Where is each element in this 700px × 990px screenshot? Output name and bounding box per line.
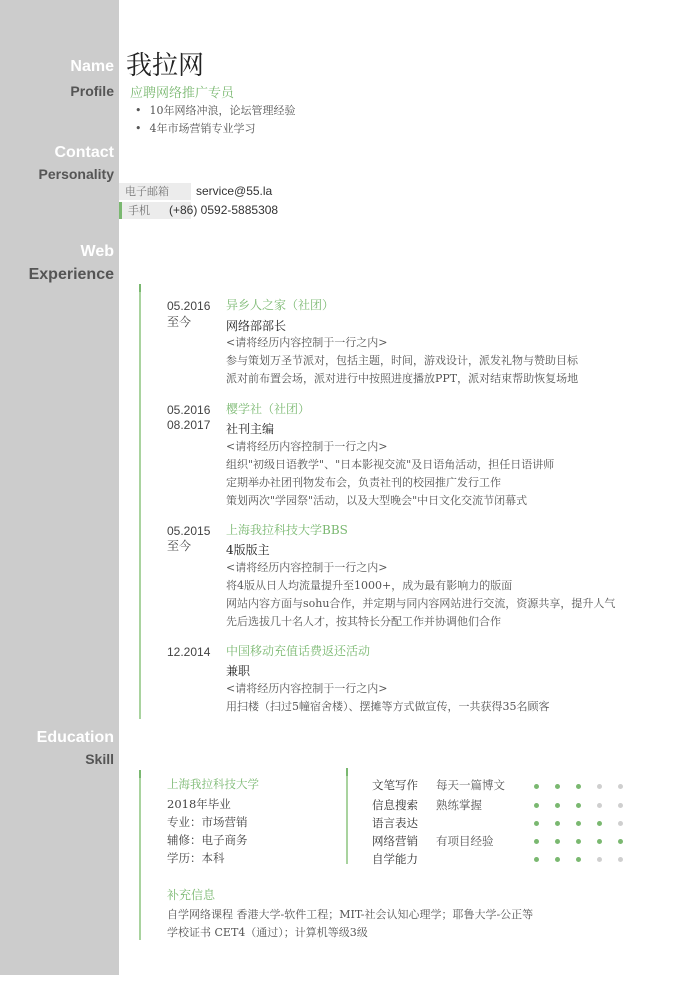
exp-date-start: 12.2014 xyxy=(167,645,211,659)
exp-role: 4版版主 xyxy=(226,543,270,557)
rating-dot-filled xyxy=(618,839,623,844)
exp-line: 策划两次"学园祭"活动，以及大型晚会"中日文化交流节闭幕式 xyxy=(226,494,528,507)
skill-timeline-cap xyxy=(346,768,348,776)
exp-date-end: 至今 xyxy=(167,315,192,329)
email-label: 电子邮箱 xyxy=(119,183,191,200)
job-target: 应聘网络推广专员 xyxy=(130,86,235,101)
experience-timeline-cap xyxy=(139,284,141,292)
phone-label: 手机 xyxy=(119,202,191,219)
skill-name: 网络营销 xyxy=(372,834,418,848)
rating-dot-filled xyxy=(555,821,560,826)
exp-role: 社刊主编 xyxy=(226,422,275,436)
experience-timeline-line xyxy=(139,284,141,719)
rating-dot-filled xyxy=(555,784,560,789)
skill-name: 语言表达 xyxy=(372,816,418,830)
rating-dot-filled xyxy=(534,821,539,826)
exp-org: 上海我拉科技大学BBS xyxy=(226,523,348,537)
rating-dot-empty xyxy=(597,803,602,808)
exp-org: 中国移动充值话费返还活动 xyxy=(226,644,371,658)
exp-line: <请将经历内容控制于一行之内> xyxy=(226,336,388,349)
rating-dot-empty xyxy=(597,857,602,862)
exp-line: <请将经历内容控制于一行之内> xyxy=(226,561,388,574)
web-heading: Web xyxy=(80,243,114,260)
major: 专业：市场营销 xyxy=(167,815,248,829)
skill-level: 熟练掌握 xyxy=(436,798,482,812)
exp-line: 组织"初级日语教学"、"日本影视交流"及日语角活动，担任日语讲师 xyxy=(226,458,555,471)
contact-heading: Contact xyxy=(54,144,114,161)
phone-value[interactable]: (+86) 0592-5885308 xyxy=(169,203,279,217)
rating-dot-empty xyxy=(618,821,623,826)
exp-date-start: 05.2015 xyxy=(167,524,211,538)
skill-level: 有项目经验 xyxy=(436,834,494,848)
personality-heading: Personality xyxy=(38,166,114,182)
rating-dot-empty xyxy=(597,784,602,789)
experience-heading: Experience xyxy=(28,266,114,283)
education-timeline-line xyxy=(139,770,141,940)
graduation-year: 2018年毕业 xyxy=(167,797,231,811)
exp-org: 异乡人之家（社团） xyxy=(226,298,335,312)
education-heading: Education xyxy=(36,729,114,746)
exp-role: 兼职 xyxy=(226,664,251,678)
skill-timeline-line xyxy=(346,768,348,864)
education-timeline-cap xyxy=(139,770,141,778)
exp-line: <请将经历内容控制于一行之内> xyxy=(226,682,388,695)
rating-dot-filled xyxy=(555,803,560,808)
skill-name: 自学能力 xyxy=(372,852,418,866)
extra-info-line: 自学网络课程 香港大学-软件工程；MIT-社会认知心理学；耶鲁大学-公正等 xyxy=(167,908,534,921)
extra-info-heading: 补充信息 xyxy=(167,888,216,902)
skill-heading: Skill xyxy=(85,751,114,767)
profile-heading: Profile xyxy=(70,83,114,99)
rating-dot-filled xyxy=(576,857,581,862)
exp-date-end: 08.2017 xyxy=(167,418,211,432)
exp-org: 樱学社（社团） xyxy=(226,402,311,416)
degree: 学历：本科 xyxy=(167,851,225,865)
name-heading: Name xyxy=(70,58,114,75)
person-name: 我拉网 xyxy=(126,51,205,81)
rating-dot-empty xyxy=(618,784,623,789)
email-value[interactable]: service@55.la xyxy=(196,184,273,198)
rating-dot-filled xyxy=(555,839,560,844)
exp-date-start: 05.2016 xyxy=(167,403,211,417)
exp-line: 派对前布置会场，派对进行中按照进度播放PPT，派对结束帮助恢复场地 xyxy=(226,372,579,385)
exp-line: <请将经历内容控制于一行之内> xyxy=(226,440,388,453)
highlight-item: • 4年市场营销专业学习 xyxy=(135,122,256,135)
skill-name: 信息搜索 xyxy=(372,798,418,812)
exp-line: 网站内容方面与sohu合作，并定期与同内容网站进行交流，资源共享，提升人气 xyxy=(226,597,616,610)
rating-dot-filled xyxy=(534,803,539,808)
rating-dot-empty xyxy=(618,803,623,808)
exp-line: 用扫楼（扫过5幢宿舍楼）、摆摊等方式做宣传，一共获得35名顾客 xyxy=(226,700,550,713)
rating-dot-empty xyxy=(618,857,623,862)
skill-level: 每天一篇博文 xyxy=(436,778,505,792)
rating-dot-filled xyxy=(555,857,560,862)
school-name: 上海我拉科技大学 xyxy=(167,777,259,791)
exp-date-start: 05.2016 xyxy=(167,299,211,313)
exp-line: 将4版从日人均流量提升至1000+，成为最有影响力的版面 xyxy=(226,579,513,592)
rating-dot-filled xyxy=(597,839,602,844)
skill-name: 文笔写作 xyxy=(372,778,418,792)
exp-line: 参与策划万圣节派对，包括主题，时间，游戏设计，派发礼物与赞助目标 xyxy=(226,354,578,367)
rating-dot-filled xyxy=(534,839,539,844)
exp-date-end: 至今 xyxy=(167,539,192,553)
highlight-item: • 10年网络冲浪，论坛管理经验 xyxy=(135,104,296,117)
exp-role: 网络部部长 xyxy=(226,319,287,333)
exp-line: 先后选拔几十名人才，按其特长分配工作并协调他们合作 xyxy=(226,615,501,628)
rating-dot-filled xyxy=(576,784,581,789)
extra-info-line: 学校证书 CET4（通过）；计算机等级3级 xyxy=(167,926,368,939)
exp-line: 定期举办社团刊物发布会，负责社刊的校园推广发行工作 xyxy=(226,476,501,489)
minor: 辅修：电子商务 xyxy=(167,833,248,847)
rating-dot-filled xyxy=(597,821,602,826)
rating-dot-filled xyxy=(534,784,539,789)
rating-dot-filled xyxy=(576,839,581,844)
rating-dot-filled xyxy=(576,803,581,808)
rating-dot-filled xyxy=(576,821,581,826)
rating-dot-filled xyxy=(534,857,539,862)
